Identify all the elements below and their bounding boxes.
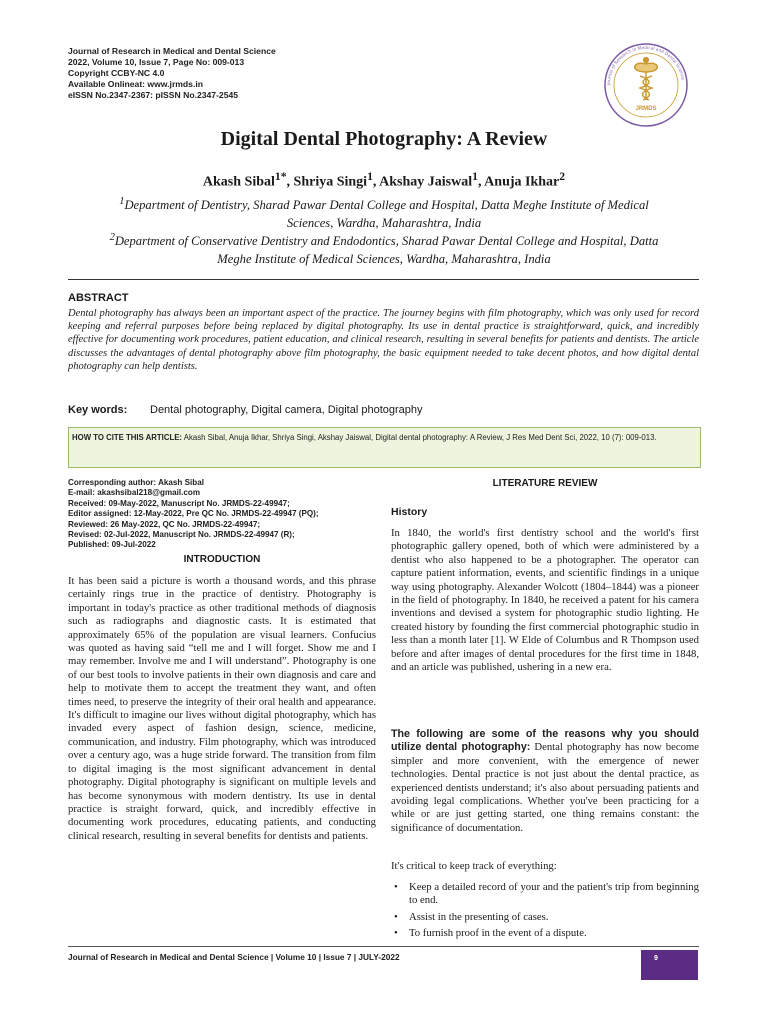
page-number-box bbox=[641, 950, 698, 980]
reasons-text: Dental photography has now become simpler and more convenient, with the emergence of newer technologies. Dental practice is not just about the dental practice, as experienced dentists understand; it's also about persuading patients and avoiding legal complications. Whether you've been practicing for a while or are just getting started, one thing remains constant: the significance of documentation. bbox=[391, 741, 699, 834]
track-text: It's critical to keep track of everything: bbox=[391, 860, 557, 872]
author-sup: 1 bbox=[472, 170, 478, 183]
affiliation-sup: 1 bbox=[119, 196, 125, 207]
article-metadata bbox=[68, 478, 376, 551]
affiliation-sup: 2 bbox=[109, 232, 115, 243]
literature-review-heading: LITERATURE REVIEW bbox=[492, 478, 598, 489]
abstract-text: Dental photography has always been an important aspect of the practice. The journey begins with film photography, which was only used for record keeping and referral purposes before being replaced by digital photography. Its use in dental practice is straightforward, quick, and incredibly effective for documenting work procedures, patient education, and clinical research, resulting in several benefits for patients and dentists. The article discusses the advantages of dental photography above film photography, the basic equipment needed to take decent photos, and how digital dental photography can help dentists. bbox=[68, 308, 699, 372]
history-heading: History bbox=[391, 506, 428, 518]
affiliation-2 bbox=[100, 229, 668, 268]
introduction-heading: INTRODUCTION bbox=[183, 554, 261, 565]
keywords-label: Key words: bbox=[68, 404, 128, 416]
affiliation-1 bbox=[100, 193, 668, 232]
keywords-text: Dental photography, Digital camera, Digital photography bbox=[150, 404, 423, 416]
logo-ring-text: Journal of Research in Medical and Dental Science bbox=[606, 45, 685, 86]
author-sep: , bbox=[477, 174, 485, 190]
page-number: 9 bbox=[654, 955, 658, 962]
author-list bbox=[0, 170, 768, 191]
meta-received: Received: 09-May-2022, Manuscript No. JRMDS-22-49947; bbox=[68, 498, 290, 508]
citation-text: Akash Sibal, Anuja Ikhar, Shriya Singi, Akshay Jaiswal, Digital dental photography: A Review, J Res Med Dent Sci, 2022, 10 (7): 009-013. bbox=[182, 433, 657, 442]
meta-corresponding-author: Corresponding author: Akash Sibal bbox=[68, 478, 204, 487]
bullet-icon: • bbox=[394, 881, 398, 893]
list-item bbox=[391, 911, 699, 924]
reasons-bold: The following are some of the reasons why you should utilize dental photography: bbox=[391, 728, 699, 754]
meta-email[interactable]: E-mail: akashsibal218@gmail.com bbox=[68, 488, 201, 498]
author-sup: 1* bbox=[274, 170, 287, 183]
introduction-text: It has been said a picture is worth a thousand words, and this phrase certainly rings true in the practice of dentistry. Photography is important in today's practice as other traditional methods of diagnosis such as radiographs and diagnostic casts. It is estimated that approximately 65% of the population are visual learners. Confucius was quoted as having said “tell me and I will forget. Show me and I may remember. Involve me and I will understand”. Photography is one of our best tools to involve patients in their own diagnosis and care and help to motivate them to accept the treatment they want, and often times need, to preserve the integrity of their oral health and appearance. It's difficult to imagine our lives without digital photography, which has invaded every aspect of fashion design, science, medicine, communication, and industry. Film photography, which was introduced over a century ago, was a huge stride forward. The transition from film to digital imaging is the most significant advancement in dental photography. Digital photography is significant on multiple levels and has become synonymous with modern dentistry. Its use in dental practice is straight forward, quick, and incredibly effective in documenting work procedures, educating patients, and conducting clinical research, resulting in several benefits for dentists and patients. bbox=[68, 575, 376, 842]
header-divider bbox=[68, 279, 699, 280]
author-sup: 2 bbox=[559, 170, 566, 183]
meta-revised: Revised: 02-Jul-2022, Manuscript No. JRMDS-22-49947 (R); bbox=[68, 530, 295, 540]
bullet-icon: • bbox=[394, 927, 398, 940]
author-name[interactable]: Shriya Singi bbox=[293, 174, 368, 190]
logo-text: JRMDS bbox=[635, 106, 657, 112]
list-item-text: Keep a detailed record of your and the patient's trip from beginning to end. bbox=[409, 881, 699, 907]
affiliation-text: Department of Conservative Dentistry and Endodontics, Sharad Pawar Dental College and Hospital, Datta Meghe Institute of Medical Sciences, Wardha, Maharashtra, India bbox=[114, 234, 659, 267]
footer-text: Journal of Research in Medical and Dental Science | Volume 10 | Issue 7 | JULY-2022 bbox=[68, 952, 400, 962]
affiliation-text: Department of Dentistry, Sharad Pawar Dental College and Hospital, Datta Meghe Institute of Medical Sciences, Wardha, Maharashtra, India bbox=[124, 198, 649, 231]
author-name[interactable]: Anuja Ikhar bbox=[484, 174, 560, 190]
article-title: Digital Dental Photography: A Review bbox=[220, 128, 548, 150]
author-sup: 1 bbox=[367, 170, 373, 183]
history-text: In 1840, the world's first dentistry school and the world's first photographic gallery opened, both of which were administered by a dentist who also happened to be a photographer. The operator can capture patient information, events, and scientific findings in a unique way using photography. Alexander Wolcott (1804–1844) was a pioneer in the field of photography. In 1840, he received a patent for his camera inventions and devised a system for photographic studio lighting. He created history by founding the first commercial photographic studio in less than a month later [1]. W Elde of Columbus and R Thompson used before and after images of dental procedures for the first time in 1848, and an article was published, ushering in a new era. bbox=[391, 527, 699, 674]
list-item-text: To furnish proof in the event of a dispute. bbox=[409, 927, 587, 940]
journal-info bbox=[68, 46, 488, 101]
citation-box bbox=[68, 427, 701, 468]
bullet-icon: • bbox=[394, 910, 398, 923]
journal-website[interactable]: Available Onlineat: www.jrmds.in bbox=[68, 79, 203, 89]
journal-name: Journal of Research in Medical and Dental Science bbox=[68, 46, 276, 56]
journal-issn: eISSN No.2347-2367: pISSN No.2347-2545 bbox=[68, 90, 239, 100]
author-sep: , bbox=[372, 174, 380, 190]
journal-volume: 2022, Volume 10, Issue 7, Page No: 009-013 bbox=[68, 57, 245, 67]
list-item bbox=[391, 927, 699, 940]
reasons-paragraph bbox=[391, 728, 699, 835]
reasons-list bbox=[391, 881, 699, 944]
keywords bbox=[68, 404, 423, 416]
citation-label: HOW TO CITE THIS ARTICLE: bbox=[72, 433, 183, 442]
abstract-heading: ABSTRACT bbox=[68, 292, 129, 304]
meta-reviewed: Reviewed: 26 May-2022, QC No. JRMDS-22-49947; bbox=[68, 519, 261, 529]
author-name[interactable]: Akash Sibal bbox=[202, 174, 275, 190]
journal-copyright: Copyright CCBY-NC 4.0 bbox=[68, 68, 165, 78]
meta-published: Published: 09-Jul-2022 bbox=[68, 540, 156, 550]
journal-logo-seal bbox=[603, 42, 689, 128]
list-item bbox=[391, 881, 699, 908]
author-sep: , bbox=[286, 174, 294, 190]
author-name[interactable]: Akshay Jaiswal bbox=[379, 174, 473, 190]
list-item-text: Assist in the presenting of cases. bbox=[409, 910, 549, 923]
meta-editor-assigned: Editor assigned: 12-May-2022, Pre QC No. JRMDS-22-49947 (PQ); bbox=[68, 509, 319, 519]
footer-divider bbox=[68, 946, 699, 947]
